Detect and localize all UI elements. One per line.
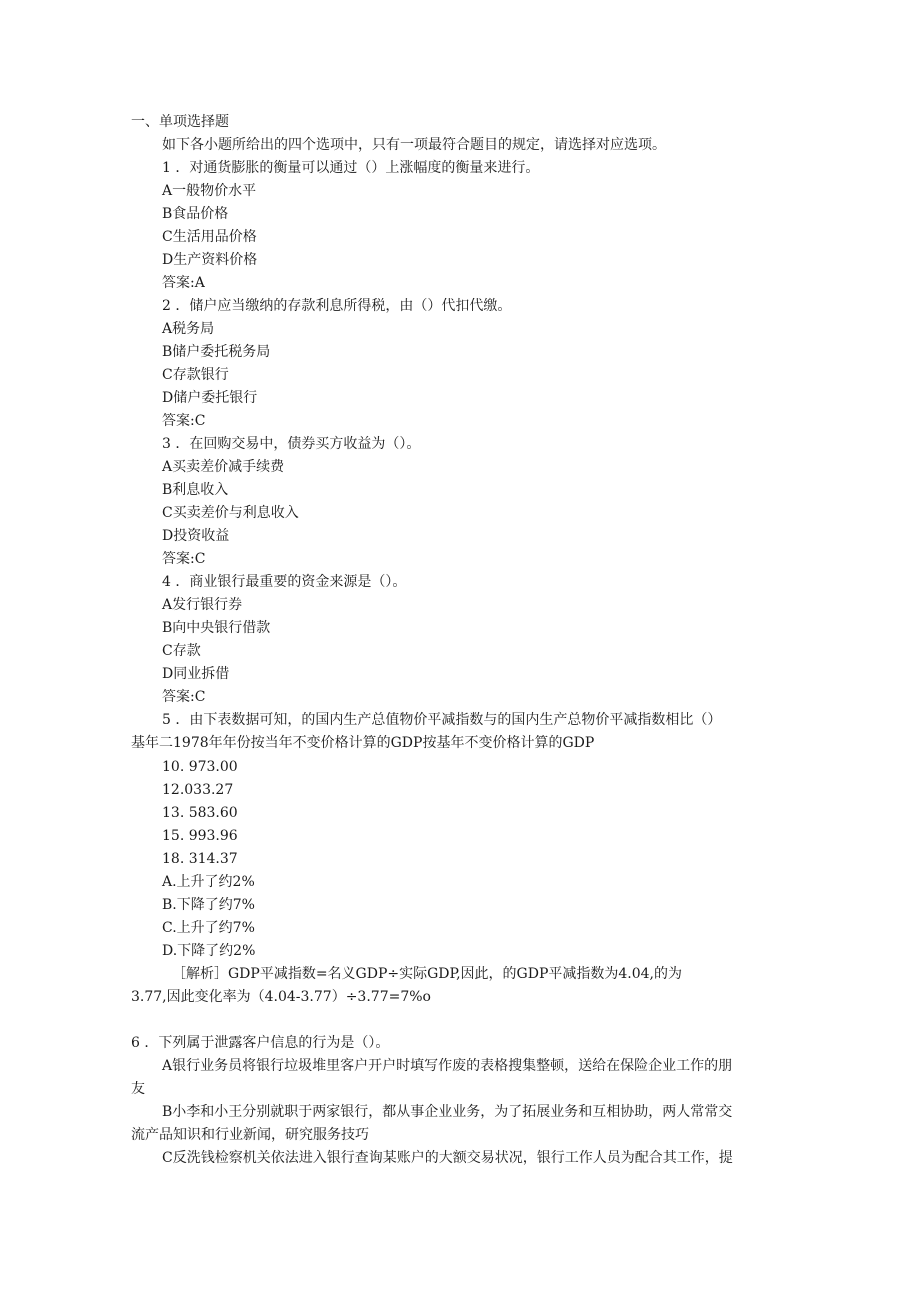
question-6-option-a: A银行业务员将银行垃圾堆里客户开户时填写作废的表格搜集整顿，送给在保险企业工作的朋	[162, 1058, 733, 1074]
question-4-option-b: B向中央银行借款	[162, 620, 271, 636]
question-3-option-d: D投资收益	[162, 528, 230, 544]
question-3-option-b: B利息收入	[162, 482, 229, 498]
question-5-table-row: 10. 973.00	[162, 759, 238, 775]
question-1-option-a: A一般物价水平	[162, 183, 257, 199]
question-5-table-row: 13. 583.60	[162, 805, 238, 821]
question-6-stem: 6 ．下列属于泄露客户信息的行为是（）。	[131, 1035, 390, 1051]
question-5-table-row: 12.033.27	[162, 782, 234, 798]
instructions: 如下各小题所给出的四个选项中，只有一项最符合题目的规定，请选择对应选项。	[162, 137, 666, 153]
question-1-option-c: C生活用品价格	[162, 229, 257, 245]
question-5-option-a: A.上升了约2%	[162, 874, 255, 890]
question-2-answer: 答案:C	[162, 413, 206, 429]
question-5-stem: 5 ．由下表数据可知，的国内生产总值物价平减指数与的国内生产总物价平减指数相比（）	[162, 712, 722, 728]
question-6-option-b-continued: 流产品知识和行业新闻，研究服务技巧	[131, 1127, 369, 1143]
question-3-stem: 3 ．在回购交易中，债券买方收益为（）。	[162, 436, 421, 452]
question-5-table-header: 基年二1978年年份按当年不变价格计算的GDP按基年不变价格计算的GDP	[131, 735, 595, 751]
question-5-option-b: B.下降了约7%	[162, 897, 255, 913]
question-2-option-b: B储户委托税务局	[162, 344, 271, 360]
question-5-table-row: 18. 314.37	[162, 851, 238, 867]
question-5-option-c: C.上升了约7%	[162, 920, 255, 936]
question-5-analysis-continued: 3.77,因此变化率为（4.04-3.77）÷3.77=7%o	[131, 989, 431, 1005]
question-1-option-b: B食品价格	[162, 206, 229, 222]
question-1-stem: 1 ．对通货膨胀的衡量可以通过（）上涨幅度的衡量来进行。	[162, 160, 540, 176]
question-2-option-c: C存款银行	[162, 367, 229, 383]
question-4-answer: 答案:C	[162, 689, 206, 705]
question-2-option-d: D储户委托银行	[162, 390, 258, 406]
question-2-stem: 2 ．储户应当缴纳的存款利息所得税，由（）代扣代缴。	[162, 298, 512, 314]
question-2-option-a: A税务局	[162, 321, 215, 337]
question-4-option-d: D同业拆借	[162, 666, 230, 682]
question-1-answer: 答案:A	[162, 275, 205, 291]
section-title: 一、单项选择题	[131, 114, 229, 130]
question-5-option-d: D.下降了约2%	[162, 943, 256, 959]
question-3-option-a: A买卖差价减手续费	[162, 459, 285, 475]
question-6-option-b: B小李和小王分别就职于两家银行，都从事企业业务，为了拓展业务和互相协助，两人常常交	[162, 1104, 733, 1120]
question-4-stem: 4 ．商业银行最重要的资金来源是（）。	[162, 574, 407, 590]
question-6-option-c: C反洗钱检察机关依法进入银行查询某账户的大额交易状况，银行工作人员为配合其工作，提	[162, 1150, 733, 1166]
question-3-option-c: C买卖差价与利息收入	[162, 505, 299, 521]
question-4-option-a: A发行银行券	[162, 597, 243, 613]
question-4-option-c: C存款	[162, 643, 201, 659]
question-5-table-row: 15. 993.96	[162, 828, 238, 844]
question-6-option-a-continued: 友	[131, 1081, 145, 1097]
question-5-analysis: ［解析］GDP平减指数=名义GDP÷实际GDP,因此，的GDP平减指数为4.04,的为	[172, 966, 683, 982]
question-1-option-d: D生产资料价格	[162, 252, 258, 268]
question-3-answer: 答案:C	[162, 551, 206, 567]
